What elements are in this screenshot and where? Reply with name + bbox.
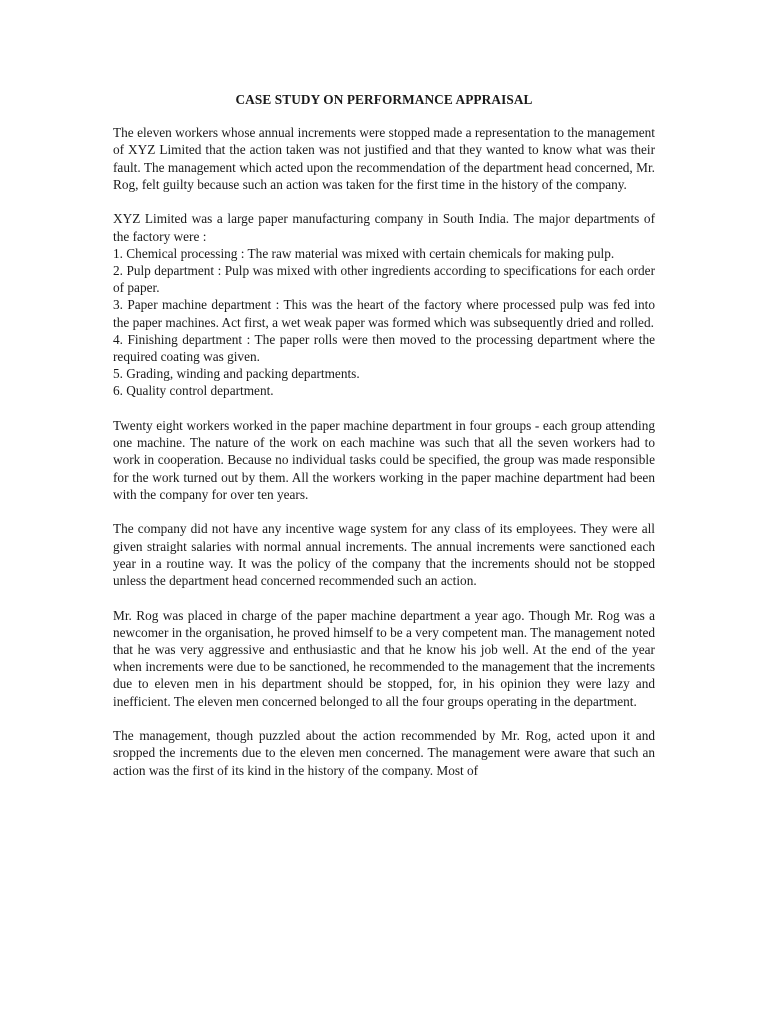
department-item-grading: 5. Grading, winding and packing departments. <box>113 366 360 382</box>
department-item-chemical: 1. Chemical processing : The raw material was mixed with certain chemicals for making pulp. <box>113 245 615 261</box>
department-item-finishing: 4. Finishing department : The paper rolls were then moved to the processing department where the required coating was given. <box>113 331 655 365</box>
paragraph-mr-rog: Mr. Rog was placed in charge of the paper machine department a year ago. Though Mr. Rog was a newcomer in the organisation, he proved himself to be a very competent man. The management noted that he was very aggressive and enthusiastic and that he know his job well. At the end of the year when increments were due to be sanctioned, he recommended to the management that the increments due to eleven men in his department should be stopped, for, in his opinion they were lazy and inefficient. The eleven men concerned belonged to all the four groups operating in the department. <box>113 607 655 709</box>
department-item-pulp: 2. Pulp department : Pulp was mixed with other ingredients according to specifications for each order of paper. <box>113 263 655 296</box>
paragraph-management-action: The management, though puzzled about the action recommended by Mr. Rog, acted upon it and sropped the increments due to the eleven men concerned. The management were aware that such an action was the first of its kind in the history of the company. Most of <box>113 728 655 778</box>
paragraph-wage-system: The company did not have any incentive wage system for any class of its employees. They were all given straight salaries with normal annual increments. The annual increments were sanctioned each year in a routine way. It was the policy of the company that the increments should not be stopped unless the department head concerned recommended such an action. <box>113 521 655 589</box>
departments-intro: XYZ Limited was a large paper manufacturing company in South India. The major departments of the factory were : <box>113 211 655 244</box>
departments-section <box>113 210 655 399</box>
paragraph-representation: The eleven workers whose annual increments were stopped made a representation to the management of XYZ Limited that the action taken was not justified and that they wanted to know what was their fault. The management which acted upon the recommendation of the department head concerned, Mr. Rog, felt guilty because such an action was taken for the first time in the history of the company. <box>113 125 655 192</box>
department-item-paper-machine: 3. Paper machine department : This was the heart of the factory where processed pulp was fed into the paper machines. Act first, a wet weak paper was formed which was subsequently dried and rolled. <box>113 297 655 330</box>
document-title: CASE STUDY ON PERFORMANCE APPRAISAL <box>235 92 533 107</box>
department-item-quality: 6. Quality control department. <box>113 383 274 399</box>
paragraph-workers: Twenty eight workers worked in the paper machine department in four groups - each group attending one machine. The nature of the work on each machine was such that all the seven workers had to work in cooperation. Because no individual tasks could be specified, the group was made responsible for the work turned out by them. All the workers working in the paper machine department had been with the company for over ten years. <box>113 418 655 502</box>
document-page <box>113 91 655 796</box>
